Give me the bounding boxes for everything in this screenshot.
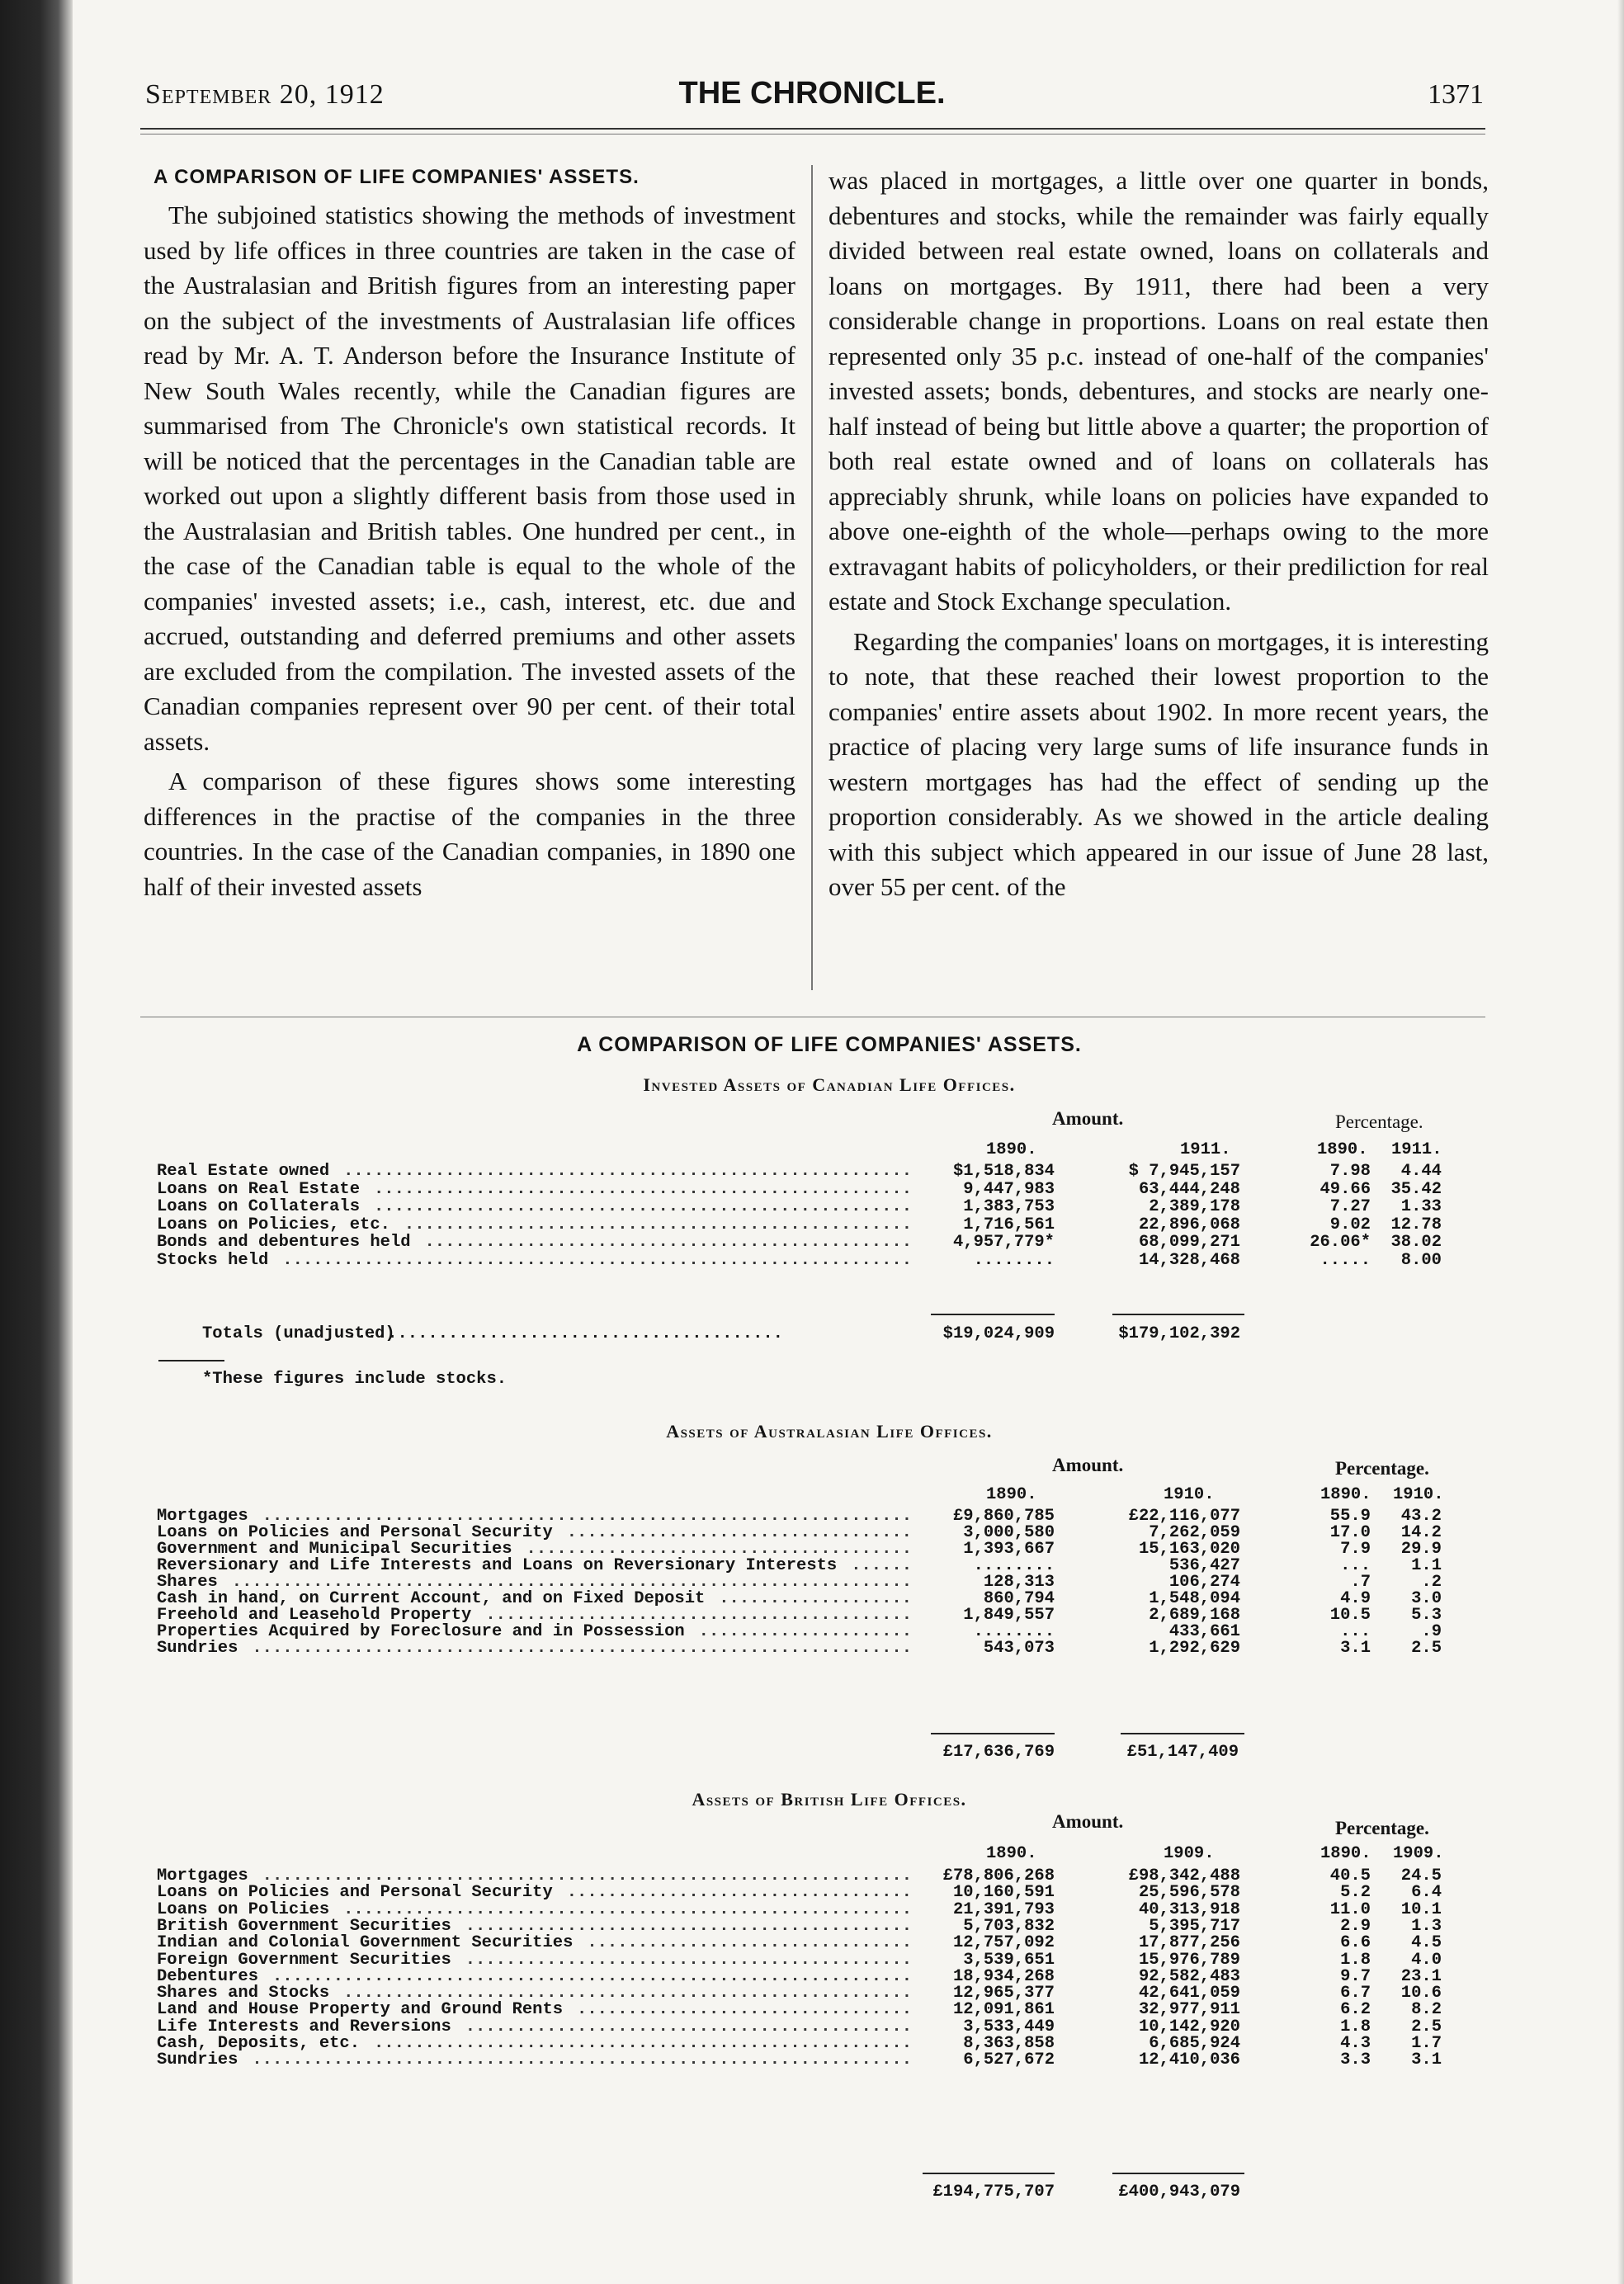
australasian-year: 1910. [1164,1485,1215,1504]
british-cell-p1: 6.6 [1340,1933,1371,1953]
australasian-cell-p2: .9 [1421,1622,1442,1641]
australasian-row-label: Cash in hand, on Current Account, and on Fixed Deposit [157,1589,706,1608]
british-row-label: Sundries [157,2050,238,2070]
header-rule [140,128,1485,130]
dot-leader: ............................................ [465,2017,912,2036]
article-right-column [829,163,1489,905]
article-paragraph: Regarding the companies' loans on mortgages, it is interesting to note, that these reached their lowest proportion to the companies' entire assets about 1902. In more recent years, the practice of placing very large sums of life insurance funds in western mortgages has had the effect of sending up the proportion considerably. As we showed in the article dealing with this subject which appeared in our issue of June 28 last, over 55 per cent. of the [829,626,1489,901]
australasian-cell-p2: 29.9 [1400,1540,1442,1559]
canadian-row-label: Loans on Policies, etc. [157,1215,390,1234]
canadian-cell-a1: 1,383,753 [963,1197,1055,1216]
british-cell-a2: 40,313,918 [1138,1899,1240,1919]
australasian-cell-p1: 3.1 [1340,1639,1371,1658]
canadian-row-label: Real Estate owned [157,1162,330,1181]
australasian-cell-p2: .2 [1421,1573,1442,1592]
dot-leader: ................................................................. [252,1639,912,1658]
dot-leader: ............................................................... [271,1966,912,1986]
australasian-year: 1910. [1393,1485,1444,1504]
dot-leader: ..................................................... [373,1179,912,1199]
british-amount-label: Amount. [1052,1811,1124,1832]
british-cell-p2: 23.1 [1400,1966,1442,1986]
australasian-cell-p1: 55.9 [1329,1507,1371,1526]
british-cell-a1: £78,806,268 [942,1866,1055,1885]
canadian-cell-p1: 7.98 [1329,1162,1371,1181]
scan-right-edge [1617,0,1624,2284]
british-cell-p2: 10.1 [1400,1899,1442,1919]
dot-leader: ...... [851,1556,912,1575]
australasian-total-1890: £17,636,769 [942,1743,1055,1762]
british-row-label: Shares and Stocks [157,1984,330,2003]
canadian-cell-a2: 2,389,178 [1149,1197,1240,1216]
australasian-cell-a1: 1,849,557 [963,1606,1055,1625]
canadian-cell-a1: 4,957,779* [952,1233,1055,1252]
british-cell-a1: 12,757,092 [952,1933,1055,1953]
canadian-cell-p1: 26.06* [1310,1233,1371,1252]
australasian-cell-a2: 2,689,168 [1149,1606,1240,1625]
british-table-row [157,2050,1442,2073]
dot-leader: ................................ [587,1933,912,1953]
british-cell-p2: 2.5 [1411,2017,1442,2036]
canadian-year: 1911. [1391,1140,1442,1159]
british-cell-p1: 4.3 [1340,2034,1371,2053]
british-cell-a2: 12,410,036 [1138,2050,1240,2070]
australasian-cell-p1: 4.9 [1340,1589,1371,1608]
british-row-label: Land and House Property and Ground Rents [157,2000,564,2020]
british-year: 1890. [1320,1844,1371,1863]
canadian-cell-p1: 9.02 [1329,1215,1371,1234]
australasian-cell-a2: 15,163,020 [1138,1540,1240,1559]
british-cell-p1: 11.0 [1329,1899,1371,1919]
australasian-cell-p2: 14.2 [1400,1523,1442,1542]
british-cell-p2: 8.2 [1411,2000,1442,2020]
canadian-cell-a1: 9,447,983 [963,1179,1055,1199]
canadian-year: 1890. [1317,1140,1368,1159]
total-rule [931,1733,1055,1734]
dot-leader: ........................................................ [343,1984,912,2003]
footnote-rule [158,1360,224,1361]
tables-title: A COMPARISON OF LIFE COMPANIES' ASSETS. [577,1033,1082,1056]
british-year: 1909. [1393,1844,1444,1863]
dot-leader: ............................................ [465,1916,912,1936]
dot-leader: ............................................ [465,1950,912,1970]
australasian-cell-a1: 3,000,580 [963,1523,1055,1542]
british-cell-a2: 92,582,483 [1138,1966,1240,1986]
australasian-cell-a2: 106,274 [1168,1573,1240,1592]
canadian-total-1911: $179,102,392 [1118,1324,1240,1343]
canadian-cell-p2: 38.02 [1390,1233,1442,1252]
australasian-cell-p1: 17.0 [1329,1523,1371,1542]
british-row-label: Life Interests and Reversions [157,2017,451,2036]
australasian-cell-a2: 536,427 [1168,1556,1240,1575]
canadian-cell-p1: 7.27 [1329,1197,1371,1216]
article-paragraph: was placed in mortgages, a little over one quarter in bonds, debentures and stocks, while the remainder was fairly equally divided between real estate owned, loans on collaterals and loans on mortgages. By 1911, there had been a very considerable change in proportions. Loans on real estate then represented only 35 p.c. instead of one-half of the companies' invested assets; bonds, debentures, and stocks are nearly one-half instead of being but little above a quarter; the proportion of both real estate owned and of loans on collaterals has appreciably shrunk, while loans on policies have expanded to above one-eighth of the whole—perhaps owing to the more extravagant habits of policyholders, or their prediliction for real estate and Stock Exchange speculation. [829,166,1489,616]
dot-leader: .......................................... [485,1606,912,1625]
british-cell-p1: 6.7 [1340,1984,1371,2003]
canadian-cell-a2: 22,896,068 [1138,1215,1240,1234]
british-cell-p1: 9.7 [1340,1966,1371,1986]
british-cell-p2: 1.3 [1411,1916,1442,1936]
canadian-footnote: *These figures include stocks. [202,1370,508,1389]
australasian-pct-label: Percentage. [1335,1458,1429,1479]
british-cell-a2: 10,142,920 [1138,2017,1240,2036]
australasian-cell-a2: 7,262,059 [1149,1523,1240,1542]
dot-leader: ..................... [698,1622,912,1641]
british-cell-p2: 4.0 [1411,1950,1442,1970]
scan-binding-edge [0,0,73,2284]
canadian-row-label: Stocks held [157,1250,269,1270]
british-cell-a2: 6,685,924 [1149,2034,1240,2053]
canadian-cell-a2: 68,099,271 [1138,1233,1240,1252]
british-subtitle: Assets of British Life Offices. [692,1789,967,1810]
canadian-cell-a1: ........ [973,1250,1055,1270]
dot-leader: .................................................. [404,1215,912,1234]
british-cell-p1: 3.3 [1340,2050,1371,2070]
australasian-row-label: Sundries [157,1639,238,1658]
canadian-cell-a1: 1,716,561 [963,1215,1055,1234]
australasian-row-label: Shares [157,1573,218,1592]
australasian-year: 1890. [1320,1485,1371,1504]
british-cell-a2: 5,395,717 [1149,1916,1240,1936]
british-cell-a1: 12,965,377 [952,1984,1055,2003]
canadian-cell-a2: $ 7,945,157 [1128,1162,1240,1181]
canadian-year: 1911. [1180,1140,1231,1159]
column-divider [811,165,813,990]
british-cell-a1: 8,363,858 [963,2034,1055,2053]
dot-leader: ........................................................ [343,1162,912,1181]
australasian-amount-label: Amount. [1052,1455,1124,1475]
british-cell-a1: 12,091,861 [952,2000,1055,2020]
british-row-label: Cash, Deposits, etc. [157,2034,361,2053]
british-row-label: British Government Securities [157,1916,451,1936]
british-cell-a1: 10,160,591 [952,1883,1055,1903]
british-cell-p1: 40.5 [1329,1866,1371,1885]
total-rule [923,2173,1055,2174]
australasian-cell-p2: 1.1 [1411,1556,1442,1575]
british-cell-a2: 32,977,911 [1138,2000,1240,2020]
canadian-total-label: Totals (unadjusted) [202,1324,395,1343]
british-cell-a1: 6,527,672 [963,2050,1055,2070]
australasian-cell-p1: ... [1340,1622,1371,1641]
australasian-cell-a1: 543,073 [983,1639,1055,1658]
australasian-row-label: Mortgages [157,1507,248,1526]
british-year: 1909. [1164,1844,1215,1863]
british-cell-a1: 18,934,268 [952,1966,1055,1986]
british-cell-p2: 3.1 [1411,2050,1442,2070]
british-year: 1890. [986,1844,1037,1863]
dot-leader: ..................................................... [373,2034,912,2053]
australasian-cell-p2: 43.2 [1400,1507,1442,1526]
australasian-cell-a1: 1,393,667 [963,1540,1055,1559]
dot-leader: .................................. [566,1523,912,1542]
dot-leader: ........................................................ [343,1899,912,1919]
british-cell-a2: 42,641,059 [1138,1984,1240,2003]
dot-leader: ................................................................ [262,1507,912,1526]
dot-leader: ........................................... [347,1324,783,1343]
canadian-cell-p2: 4.44 [1400,1162,1442,1181]
australasian-cell-p1: 10.5 [1329,1606,1371,1625]
canadian-cell-p2: 1.33 [1400,1197,1442,1216]
australasian-cell-p1: ... [1340,1556,1371,1575]
british-row-label: Loans on Policies [157,1899,330,1919]
british-row-label: Loans on Policies and Personal Security [157,1883,553,1903]
british-cell-a2: 15,976,789 [1138,1950,1240,1970]
page-number: 1371 [1428,79,1484,110]
british-pct-label: Percentage. [1335,1818,1429,1838]
australasian-row-label: Properties Acquired by Foreclosure and in Possession [157,1622,685,1641]
british-cell-p1: 6.2 [1340,2000,1371,2020]
canadian-cell-p1: ..... [1320,1250,1371,1270]
australasian-cell-a2: 1,548,094 [1149,1589,1240,1608]
australasian-cell-p2: 5.3 [1411,1606,1442,1625]
australasian-cell-a1: ........ [973,1556,1055,1575]
dot-leader: ................................................................... [231,1573,912,1592]
canadian-cell-p2: 8.00 [1400,1250,1442,1270]
british-cell-a1: 21,391,793 [952,1899,1055,1919]
canadian-cell-p1: 49.66 [1320,1179,1371,1199]
australasian-cell-a1: £9,860,785 [952,1507,1055,1526]
australasian-table-row [157,1639,1442,1661]
australasian-cell-p1: 7.9 [1340,1540,1371,1559]
australasian-cell-a2: £22,116,077 [1128,1507,1240,1526]
british-cell-p2: 1.7 [1411,2034,1442,2053]
header-date: September 20, 1912 [145,79,385,110]
article-paragraph: The subjoined statistics showing the methods of investment used by life offices in three countries are taken in the case of the Australasian and British figures from an interesting paper on the subject of the investments of Australasian life offices read by Mr. A. T. Anderson before the Insurance Institute of New South Wales recently, while the Canadian figures are summarised from The Chronicle's own statistical records. It will be noticed that the percentages in the Canadian table are worked out upon a slightly different basis from those used in the Australasian and British tables. One hundred per cent., in the case of the Canadian table is equal to the whole of the companies' invested assets; i.e., cash, interest, etc. due and accrued, outstanding and deferred premiums and other assets are excluded from the compilation. The invested assets of the Canadian companies represent over 90 per cent. of their total assets. [144,201,795,756]
dot-leader: ................................. [577,2000,912,2020]
australasian-cell-a1: 128,313 [983,1573,1055,1592]
dot-leader: ..................................................... [373,1197,912,1216]
british-cell-a2: 25,596,578 [1138,1883,1240,1903]
british-cell-a2: £98,342,488 [1128,1866,1240,1885]
canadian-subtitle: Invested Assets of Canadian Life Offices. [643,1074,1016,1095]
british-cell-p2: 6.4 [1411,1883,1442,1903]
british-cell-p1: 1.8 [1340,2017,1371,2036]
canadian-cell-p2: 35.42 [1390,1179,1442,1199]
article-left-column [144,166,795,904]
australasian-row-label: Freehold and Leasehold Property [157,1606,472,1625]
british-row-label: Debentures [157,1966,259,1986]
british-cell-a2: 17,877,256 [1138,1933,1240,1953]
australasian-cell-p2: 2.5 [1411,1639,1442,1658]
british-cell-p1: 2.9 [1340,1916,1371,1936]
british-cell-p2: 24.5 [1400,1866,1442,1885]
dot-leader: ................... [719,1589,912,1608]
australasian-cell-p1: .7 [1350,1573,1371,1592]
british-row-label: Indian and Colonial Government Securities [157,1933,574,1953]
dot-leader: ................................................................. [252,2050,912,2070]
british-cell-a1: 3,533,449 [963,2017,1055,2036]
australasian-cell-a2: 433,661 [1168,1622,1240,1641]
canadian-table-row [157,1250,1442,1273]
canadian-row-label: Loans on Collaterals [157,1197,361,1216]
dot-leader: .............................................................. [282,1250,912,1270]
british-cell-p2: 4.5 [1411,1933,1442,1953]
british-cell-a1: 3,539,651 [963,1950,1055,1970]
canadian-pct-label: Percentage. [1335,1111,1423,1132]
australasian-row-label: Loans on Policies and Personal Security [157,1523,553,1542]
australasian-subtitle: Assets of Australasian Life Offices. [666,1421,993,1442]
total-rule [1121,1733,1244,1734]
canadian-row-label: Bonds and debentures held [157,1233,411,1252]
canadian-total-1890: $19,024,909 [942,1324,1055,1343]
canadian-cell-a1: $1,518,834 [952,1162,1055,1181]
article-paragraph: A comparison of these figures shows some interesting differences in the practise of the companies in the three countries. In the case of the Canadian companies, in 1890 one half of their invested assets [144,767,795,901]
total-rule [931,1314,1055,1315]
australasian-cell-a2: 1,292,629 [1149,1639,1240,1658]
canadian-cell-a2: 63,444,248 [1138,1179,1240,1199]
british-row-label: Mortgages [157,1866,248,1885]
australasian-year: 1890. [986,1485,1037,1504]
dot-leader: .................................. [566,1883,912,1903]
dot-leader: ................................................ [424,1233,912,1252]
canadian-cell-p2: 12.78 [1390,1215,1442,1234]
dot-leader: ................................................................ [262,1866,912,1885]
canadian-year: 1890. [986,1140,1037,1159]
canadian-cell-a2: 14,328,468 [1138,1250,1240,1270]
british-cell-a1: 5,703,832 [963,1916,1055,1936]
australasian-cell-a1: ........ [973,1622,1055,1641]
canadian-amount-label: Amount. [1052,1108,1124,1129]
british-cell-p1: 5.2 [1340,1883,1371,1903]
british-cell-p2: 10.6 [1400,1984,1442,2003]
british-row-label: Foreign Government Securities [157,1950,451,1970]
australasian-cell-p2: 3.0 [1411,1589,1442,1608]
australasian-total-1910: £51,147,409 [1126,1743,1239,1762]
dot-leader: ...................................... [526,1540,912,1559]
australasian-row-label: Government and Municipal Securities [157,1540,512,1559]
australasian-row-label: Reversionary and Life Interests and Loans on Reversionary Interests [157,1556,838,1575]
article-heading: A COMPARISON OF LIFE COMPANIES' ASSETS. [153,166,640,188]
total-rule [1112,1314,1244,1315]
british-cell-p1: 1.8 [1340,1950,1371,1970]
canadian-row-label: Loans on Real Estate [157,1179,361,1199]
total-rule [1112,2173,1244,2174]
british-total-1909: £400,943,079 [1118,2183,1240,2201]
header-title: THE CHRONICLE. [678,76,946,111]
australasian-cell-a1: 860,794 [983,1589,1055,1608]
british-total-1890: £194,775,707 [932,2183,1055,2201]
